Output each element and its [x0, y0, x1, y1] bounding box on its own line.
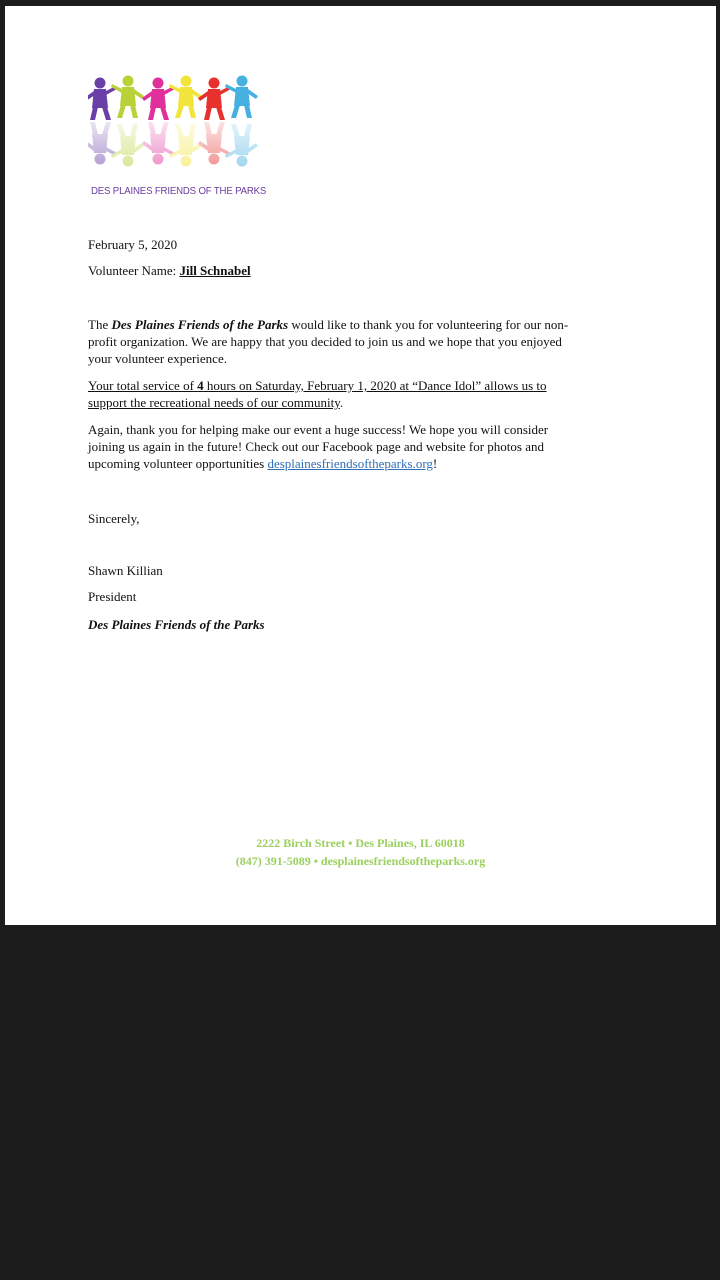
- letter-date: February 5, 2020: [88, 237, 178, 252]
- volunteer-name-line: [88, 263, 251, 279]
- service-paragraph: Your total service of 4 hours on Saturday, February 1, 2020 at “Dance Idol” allows us to support the recreational needs of our community.: [88, 378, 547, 410]
- volunteer-name: Jill Schnabel: [179, 263, 251, 278]
- signer-name: Shawn Killian: [88, 563, 163, 578]
- footer-contact: (847) 391-5089 • desplainesfriendsoftheparks.org: [235, 854, 486, 868]
- website-link[interactable]: desplainesfriendsoftheparks.org: [267, 456, 433, 471]
- signer-org: Des Plaines Friends of the Parks: [88, 617, 265, 632]
- dancing-children-logo-icon: [88, 72, 263, 172]
- thank-you-paragraph: The Des Plaines Friends of the Parks would like to thank you for volunteering for our non- profit organization. We are happy that you decided to join us and we hope that you enjoyed your volunteer experience.: [88, 317, 569, 366]
- logo-caption: DES PLAINES FRIENDS OF THE PARKS: [91, 185, 267, 197]
- invitation-paragraph: Again, thank you for helping make our event a huge success! We hope you will consider joining us again in the future! Check out our Facebook page and website for photos and upcoming volunteer opportunities desplainesfriendsoftheparks.org!: [88, 422, 549, 471]
- volunteer-name-label: Volunteer Name:: [88, 263, 177, 278]
- closing: Sincerely,: [88, 511, 140, 526]
- letter-page: [5, 6, 716, 925]
- service-hours: 4: [197, 378, 204, 393]
- org-name-inline: Des Plaines Friends of the Parks: [111, 317, 289, 332]
- signer-title: President: [88, 589, 137, 604]
- footer-address: 2222 Birch Street • Des Plaines, IL 60018: [256, 836, 465, 850]
